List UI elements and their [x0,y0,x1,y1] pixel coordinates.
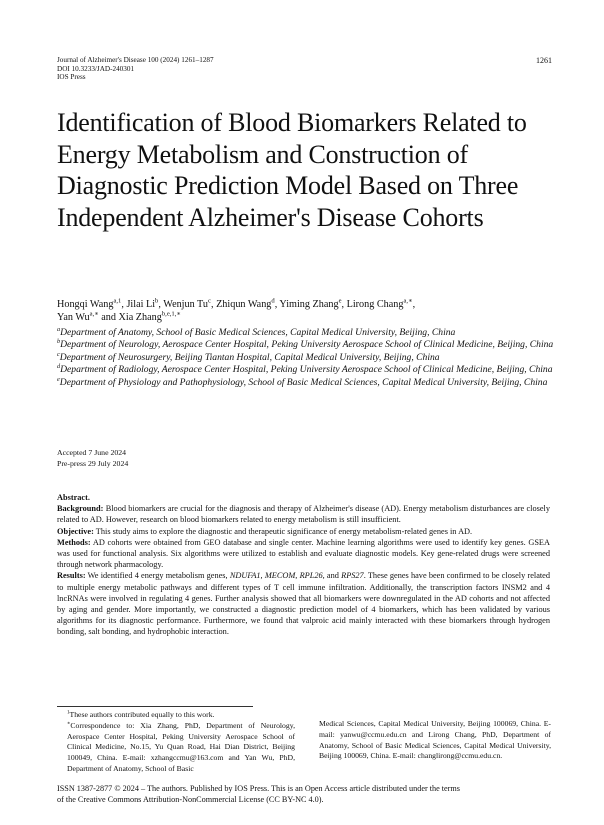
publisher: IOS Press [57,73,86,82]
affiliation: $^a$Department of Anatomy, School of Basic Medical Sciences, Capital Medical University, Beijing, China [57,325,456,338]
equal-contribution-note: $^1$These authors contributed equally to this work. [67,710,215,719]
journal-citation: Journal of Alzheimer's Disease 100 (2024) 1261–1287 [57,56,214,64]
author: Zhiqun Wang$^d$ [216,297,275,310]
prepress-date: Pre-press 29 July 2024 [57,459,129,468]
license-footer [57,784,553,805]
license-line-1: ISSN 1387-2877 © 2024 – The authors. Published by IOS Press. This is an Open Access article distributed under the terms [57,784,460,793]
footnotes-right: Medical Sciences, Capital Medical University, Beijing 100069, China. E-mail: yanwu@ccmu.edu.cn and Lirong Chang, PhD, Department of Anatomy, School of Basic Medical Sciences, Capital Medical University, Beijing 100069, China. E-mail: changlirong@ccmu.edu.cn. [319,719,551,761]
abstract-results: Results: We identified 4 energy metabolism genes, NDUFA1, MECOM, RPL26, and RPS27. These genes have been confirmed to be closely related to multiple energy metabolic pathways and different types of T cell immune infiltration. Additionally, the transcription factors INSM2 and 4 lncRNAs were involved in regulating 4 genes. Further analysis showed that all biomarkers were downregulated in the AD cohorts and not affected by aging and gender. More importantly, we constructed a diagnostic prediction model of 4 biomarkers, which has been validated by various algorithms for its diagnostic performance. Furthermore, we found that valproic acid mainly interacted with these biomarkers through hydrogen bonding, salt bonding, and hydrophobic interaction. [57,571,551,637]
author: Wenjun Tu$^c$ [163,297,211,310]
abstract-methods: Methods: AD cohorts were obtained from GEO database and single center. Machine learning algorithms were used to identify key genes. GSEA was used for functional analysis. Six algorithms were utilized to establish and evaluate diagnostic models. Key gene-related drugs were screened through network pharmacology. [57,537,550,570]
author: Jilai Li$^b$ [126,297,159,310]
article-dates [57,447,128,469]
affiliation: $^b$Department of Neurology, Aerospace Center Hospital, Peking University Aerospace School of Clinical Medicine, Beijing, China [57,338,554,351]
author: Yiming Zhang$^e$ [279,297,342,310]
accepted-date: Accepted 7 June 2024 [57,448,127,457]
author: Yan $Wu^{a,∗}$ [57,310,99,323]
doi: DOI 10.3233/JAD-240301 [57,64,135,73]
affiliation: $^c$Department of Neurosurgery, Beijing Tiantan Hospital, Capital Medical University, Beijing, China [57,350,440,363]
footnotes-left [57,710,295,775]
author: Hongqi Wang$^{a,1}$ [57,297,122,310]
author: Xia Zhang$^{b,e,1,∗}$ [118,310,181,323]
affiliation: $^e$Department of Physiology and Pathophysiology, School of Basic Medical Sciences, Capital Medical University, Beijing, China [57,375,548,388]
abstract-background: Background: Blood biomarkers are crucial for the diagnosis and therapy of Alzheimer's disease (AD). Energy metabolism disturbances are closely related to AD. However, research on blood biomarkers related to energy metabolism is still insufficient. [57,504,550,525]
affiliation-list [57,327,557,389]
author-list: Hongqi Wang$^{a,1}$, Jilai Li$^b$, Wenjun Tu$^c$, Zhiqun Wang$^d$, Yiming Zhang$^e$, Lirong Chang$^{a,∗}$, Yan $Wu^{a,∗}$ and Xia Zhang$^{b,e,1,∗}$ [57,297,416,323]
abstract-heading: Abstract. [57,493,90,502]
page-number: 1261 [536,56,552,65]
author: Lirong Chang$^{a,∗}$ [346,297,413,310]
license-line-2: of the Creative Commons Attribution-NonCommercial License (CC BY-NC 4.0). [57,794,324,804]
abstract-objective: Objective: This study aims to explore the diagnostic and therapeutic significance of energy metabolism-related genes in AD. [57,526,473,536]
journal-header [57,56,214,82]
correspondence-note: ∗Correspondence to: Xia Zhang, PhD, Department of Neurology, Aerospace Center Hospital, Peking University Aerospace School of Clinical Medicine, No.15, Yu Quan Road, Hai Dian District, Beijing 100049, China. E-mail: xzhangccmu@163.com and Yan Wu, PhD, Department of Anatomy, School of Basic [67,720,295,773]
abstract [57,492,550,638]
footnote-rule [57,706,253,707]
affiliation: $^d$Department of Radiology, Aerospace Center Hospital, Peking University Aerospace School of Clinical Medicine, Beijing, China [57,363,553,376]
article-title: Identification of Blood Biomarkers Related to Energy Metabolism and Construction of Diagnostic Prediction Model Based on Three Independent Alzheimer's Disease Cohorts [57,108,527,232]
